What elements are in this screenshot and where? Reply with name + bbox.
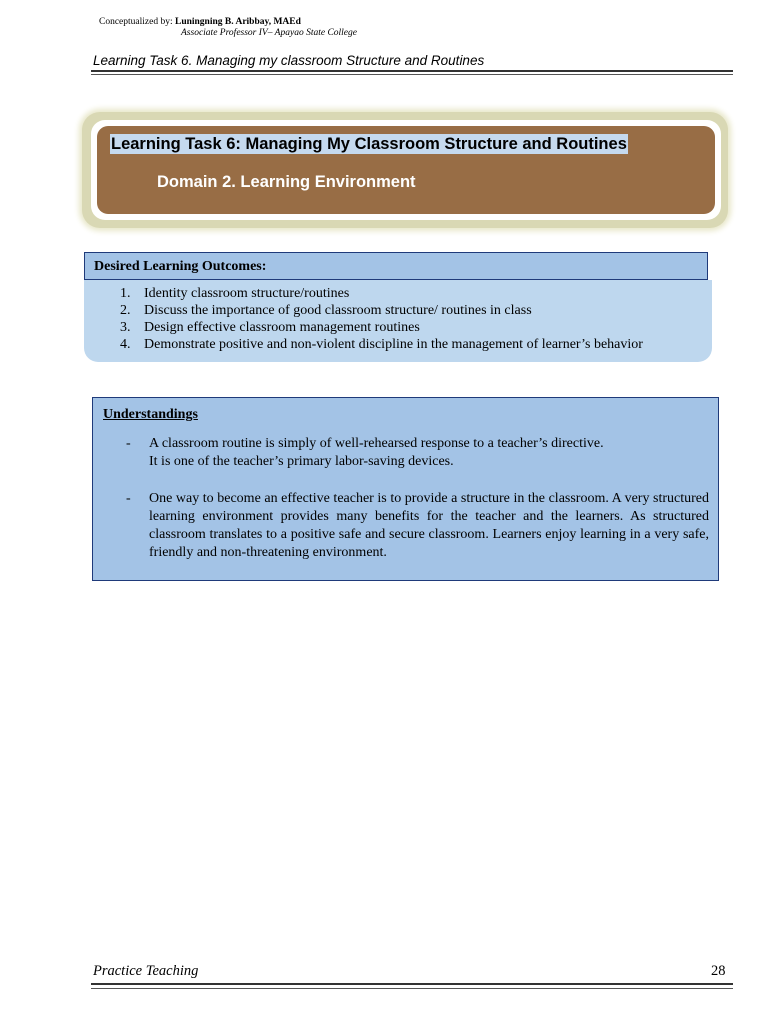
domain-title: Domain 2. Learning Environment	[157, 173, 416, 191]
author-credit	[99, 17, 357, 38]
outcomes-heading-box	[84, 252, 708, 280]
understanding-point-1-line-2: It is one of the teacher’s primary labor-saving devices.	[149, 454, 454, 469]
outcome-item: 3. Design effective classroom management routines	[120, 320, 420, 335]
outcome-item: 4. Demonstrate positive and non-violent discipline in the management of learner’s behavior	[120, 337, 643, 352]
footer-rule	[91, 983, 733, 985]
outcomes-list	[120, 285, 643, 353]
credit-author: Luningning B. Aribbay, MAEd	[174, 17, 301, 27]
page-number: 28	[711, 963, 726, 979]
outcome-item: 2. Discuss the importance of good classroom structure/ routines in class	[120, 303, 532, 318]
bullet-dash: -	[126, 491, 131, 506]
footer-rule-thin	[91, 988, 733, 989]
header-rule	[91, 70, 733, 72]
running-head-title: Learning Task 6. Managing my classroom Structure and Routines	[93, 53, 485, 68]
header-rule-thin	[91, 74, 733, 75]
understanding-point-2: One way to become an effective teacher is to provide a structure in the classroom. A very structured learning environment provides many benefits for the teacher and the learners. As structured classroom translates to a positive safe and secure classroom. Learners enjoy learning in a very safe, friendly and non-threatening environment.	[149, 491, 709, 560]
understandings-heading: Understandings	[103, 407, 198, 422]
bullet-dash: -	[126, 436, 131, 451]
credit-label: Conceptualized by:	[99, 17, 173, 27]
understanding-point-1-line-1: A classroom routine is simply of well-rehearsed response to a teacher’s directive.	[149, 436, 604, 451]
credit-position: Associate Professor IV– Apayao State College	[181, 28, 357, 38]
outcomes-heading: Desired Learning Outcomes:	[94, 259, 267, 274]
outcome-item: 1. Identity classroom structure/routines	[120, 286, 350, 301]
footer-label: Practice Teaching	[93, 963, 199, 979]
understanding-point-1	[149, 435, 709, 471]
task-title: Learning Task 6: Managing My Classroom Structure and Routines	[111, 135, 627, 153]
